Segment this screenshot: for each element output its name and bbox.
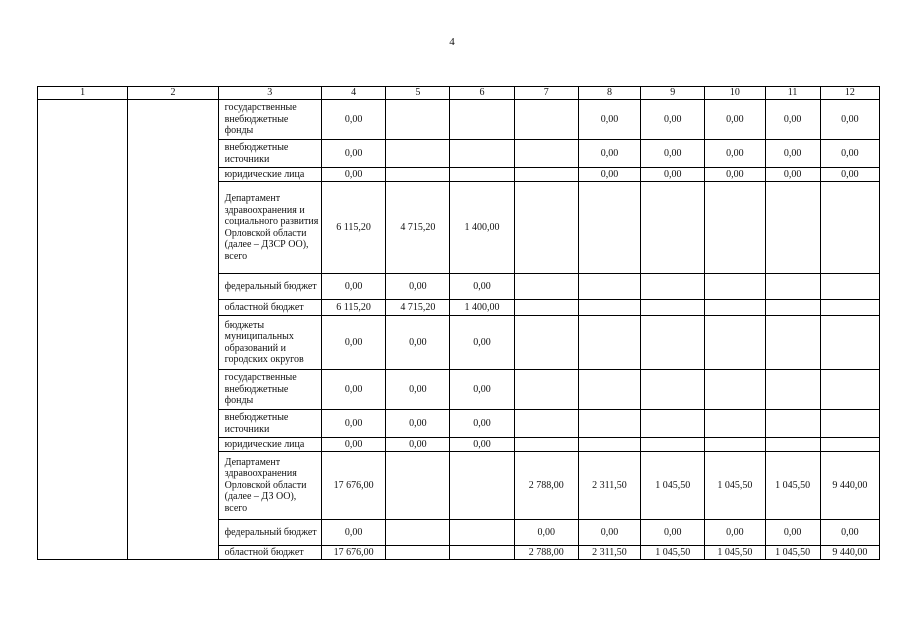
value-cell: 0,00 bbox=[450, 438, 514, 452]
column-header: 4 bbox=[321, 87, 385, 100]
value-cell: 1 045,50 bbox=[705, 546, 765, 560]
value-cell bbox=[578, 370, 640, 410]
value-cell: 0,00 bbox=[705, 520, 765, 546]
value-cell bbox=[514, 438, 578, 452]
row-label: юридические лица bbox=[218, 438, 321, 452]
value-cell: 1 045,50 bbox=[765, 546, 820, 560]
value-cell bbox=[820, 300, 879, 316]
value-cell: 0,00 bbox=[386, 316, 450, 370]
column-header: 1 bbox=[38, 87, 128, 100]
value-cell: 6 115,20 bbox=[321, 300, 385, 316]
value-cell: 0,00 bbox=[321, 520, 385, 546]
value-cell bbox=[386, 100, 450, 140]
value-cell: 17 676,00 bbox=[321, 546, 385, 560]
value-cell bbox=[705, 182, 765, 274]
value-cell: 1 045,50 bbox=[705, 452, 765, 520]
value-cell bbox=[765, 182, 820, 274]
value-cell bbox=[820, 438, 879, 452]
value-cell: 0,00 bbox=[705, 100, 765, 140]
value-cell bbox=[820, 370, 879, 410]
value-cell: 0,00 bbox=[578, 140, 640, 168]
value-cell: 0,00 bbox=[641, 140, 705, 168]
value-cell bbox=[514, 100, 578, 140]
value-cell: 2 311,50 bbox=[578, 452, 640, 520]
value-cell bbox=[514, 182, 578, 274]
column-header: 8 bbox=[578, 87, 640, 100]
value-cell bbox=[514, 410, 578, 438]
value-cell: 0,00 bbox=[321, 168, 385, 182]
row-label: Департамент здравоохранения и социального развития Орловской области (далее – ДЗСР ОО), всего bbox=[218, 182, 321, 274]
row-label: внебюджетные источники bbox=[218, 410, 321, 438]
value-cell bbox=[386, 452, 450, 520]
column-header: 11 bbox=[765, 87, 820, 100]
value-cell: 0,00 bbox=[820, 100, 879, 140]
value-cell: 0,00 bbox=[386, 370, 450, 410]
row-label: государственные внебюджетные фонды bbox=[218, 100, 321, 140]
value-cell bbox=[578, 438, 640, 452]
value-cell: 0,00 bbox=[321, 410, 385, 438]
value-cell: 2 788,00 bbox=[514, 452, 578, 520]
value-cell: 17 676,00 bbox=[321, 452, 385, 520]
value-cell bbox=[641, 182, 705, 274]
value-cell bbox=[514, 140, 578, 168]
value-cell: 0,00 bbox=[820, 520, 879, 546]
value-cell bbox=[705, 370, 765, 410]
value-cell bbox=[450, 100, 514, 140]
row-label: федеральный бюджет bbox=[218, 520, 321, 546]
value-cell: 4 715,20 bbox=[386, 182, 450, 274]
value-cell bbox=[386, 520, 450, 546]
value-cell: 0,00 bbox=[765, 168, 820, 182]
value-cell: 9 440,00 bbox=[820, 546, 879, 560]
value-cell: 1 045,50 bbox=[641, 546, 705, 560]
value-cell: 0,00 bbox=[705, 168, 765, 182]
value-cell: 0,00 bbox=[705, 140, 765, 168]
page-number: 4 bbox=[449, 36, 455, 48]
value-cell: 0,00 bbox=[450, 274, 514, 300]
value-cell: 0,00 bbox=[386, 438, 450, 452]
value-cell bbox=[641, 274, 705, 300]
value-cell: 0,00 bbox=[386, 410, 450, 438]
value-cell bbox=[705, 438, 765, 452]
value-cell bbox=[705, 316, 765, 370]
column-header: 12 bbox=[820, 87, 879, 100]
value-cell bbox=[578, 182, 640, 274]
column-header: 2 bbox=[128, 87, 218, 100]
value-cell: 0,00 bbox=[641, 100, 705, 140]
value-cell: 4 715,20 bbox=[386, 300, 450, 316]
value-cell: 1 045,50 bbox=[641, 452, 705, 520]
value-cell bbox=[450, 546, 514, 560]
column-2-cell bbox=[128, 100, 218, 560]
value-cell bbox=[578, 274, 640, 300]
row-label: областной бюджет bbox=[218, 300, 321, 316]
row-label: государственные внебюджетные фонды bbox=[218, 370, 321, 410]
value-cell: 1 400,00 bbox=[450, 300, 514, 316]
value-cell bbox=[641, 370, 705, 410]
row-label: федеральный бюджет bbox=[218, 274, 321, 300]
value-cell bbox=[641, 300, 705, 316]
value-cell bbox=[386, 168, 450, 182]
value-cell bbox=[705, 300, 765, 316]
column-header: 10 bbox=[705, 87, 765, 100]
value-cell bbox=[450, 168, 514, 182]
value-cell bbox=[765, 438, 820, 452]
value-cell bbox=[386, 140, 450, 168]
value-cell: 0,00 bbox=[321, 438, 385, 452]
budget-table bbox=[37, 86, 880, 560]
column-header: 6 bbox=[450, 87, 514, 100]
value-cell bbox=[765, 370, 820, 410]
value-cell bbox=[450, 520, 514, 546]
value-cell bbox=[820, 410, 879, 438]
row-label: бюджеты муниципальных образований и городских округов bbox=[218, 316, 321, 370]
value-cell: 0,00 bbox=[321, 370, 385, 410]
value-cell bbox=[820, 274, 879, 300]
value-cell: 0,00 bbox=[321, 100, 385, 140]
value-cell bbox=[578, 410, 640, 438]
value-cell: 0,00 bbox=[321, 274, 385, 300]
row-label: юридические лица bbox=[218, 168, 321, 182]
value-cell bbox=[765, 316, 820, 370]
value-cell bbox=[641, 410, 705, 438]
value-cell: 0,00 bbox=[578, 100, 640, 140]
value-cell: 1 400,00 bbox=[450, 182, 514, 274]
value-cell bbox=[578, 316, 640, 370]
value-cell bbox=[765, 410, 820, 438]
value-cell: 0,00 bbox=[450, 370, 514, 410]
value-cell: 0,00 bbox=[514, 520, 578, 546]
column-header: 5 bbox=[386, 87, 450, 100]
value-cell: 6 115,20 bbox=[321, 182, 385, 274]
value-cell: 2 788,00 bbox=[514, 546, 578, 560]
value-cell: 2 311,50 bbox=[578, 546, 640, 560]
row-label: внебюджетные источники bbox=[218, 140, 321, 168]
column-header: 3 bbox=[218, 87, 321, 100]
value-cell bbox=[514, 274, 578, 300]
header-row bbox=[38, 87, 880, 100]
value-cell bbox=[450, 140, 514, 168]
column-header: 9 bbox=[641, 87, 705, 100]
value-cell: 0,00 bbox=[321, 316, 385, 370]
value-cell bbox=[820, 182, 879, 274]
value-cell bbox=[450, 452, 514, 520]
value-cell: 1 045,50 bbox=[765, 452, 820, 520]
column-header: 7 bbox=[514, 87, 578, 100]
column-1-cell bbox=[38, 100, 128, 560]
value-cell bbox=[705, 274, 765, 300]
value-cell: 0,00 bbox=[820, 168, 879, 182]
value-cell bbox=[514, 370, 578, 410]
value-cell: 0,00 bbox=[450, 410, 514, 438]
value-cell bbox=[641, 316, 705, 370]
value-cell bbox=[514, 300, 578, 316]
value-cell: 0,00 bbox=[386, 274, 450, 300]
value-cell: 9 440,00 bbox=[820, 452, 879, 520]
row-label: областной бюджет bbox=[218, 546, 321, 560]
value-cell: 0,00 bbox=[641, 168, 705, 182]
value-cell: 0,00 bbox=[765, 100, 820, 140]
value-cell: 0,00 bbox=[641, 520, 705, 546]
value-cell: 0,00 bbox=[765, 140, 820, 168]
value-cell: 0,00 bbox=[321, 140, 385, 168]
row-label: Департамент здравоохранения Орловской области (далее – ДЗ ОО), всего bbox=[218, 452, 321, 520]
value-cell bbox=[514, 168, 578, 182]
value-cell: 0,00 bbox=[820, 140, 879, 168]
value-cell bbox=[641, 438, 705, 452]
value-cell bbox=[514, 316, 578, 370]
value-cell: 0,00 bbox=[578, 168, 640, 182]
value-cell bbox=[765, 274, 820, 300]
value-cell: 0,00 bbox=[578, 520, 640, 546]
table-row bbox=[38, 100, 880, 140]
value-cell bbox=[578, 300, 640, 316]
value-cell bbox=[820, 316, 879, 370]
value-cell bbox=[386, 546, 450, 560]
value-cell: 0,00 bbox=[450, 316, 514, 370]
value-cell bbox=[705, 410, 765, 438]
value-cell: 0,00 bbox=[765, 520, 820, 546]
value-cell bbox=[765, 300, 820, 316]
